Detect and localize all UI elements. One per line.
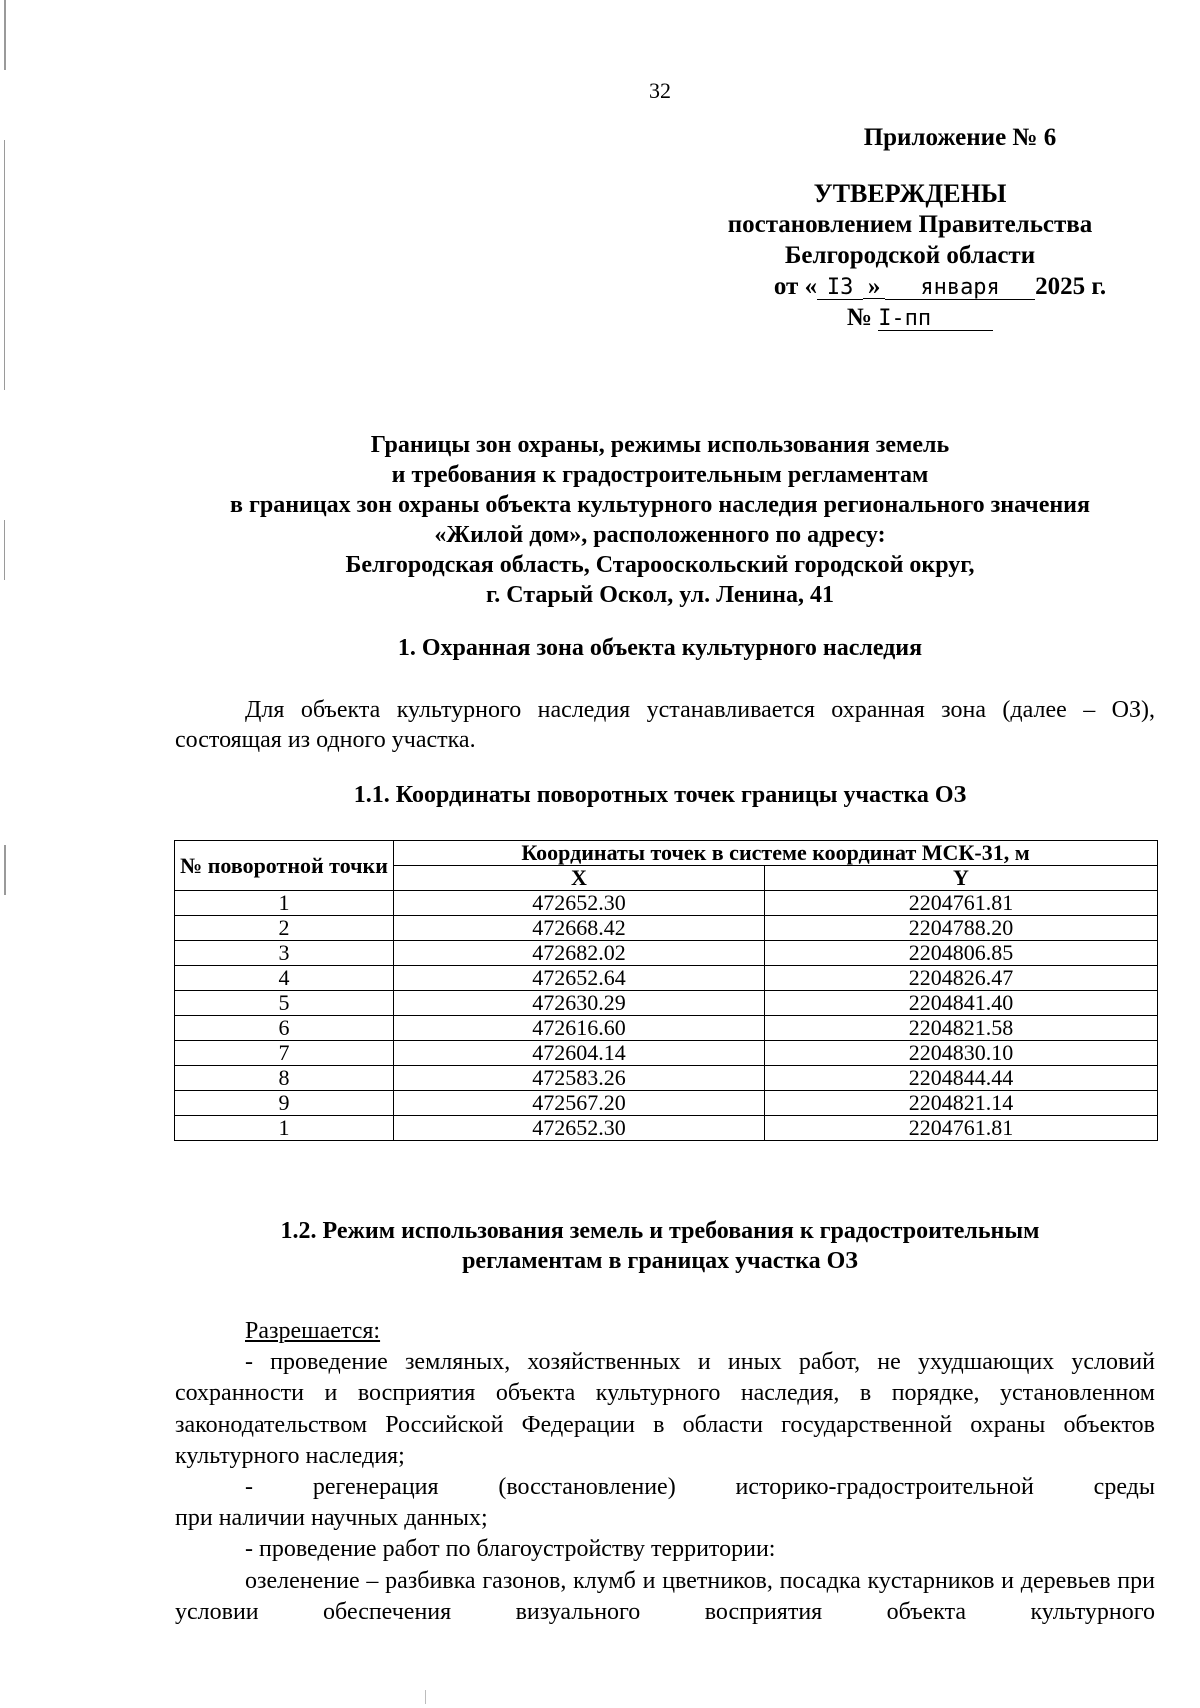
date-prefix: от « <box>773 273 818 300</box>
handwritten-month: января <box>885 277 1035 300</box>
section-1-2-body <box>175 1316 1155 1628</box>
coord-y: 2204841.40 <box>765 991 1158 1016</box>
section-1-heading: 1. Охранная зона объекта культурного наследия <box>397 635 923 661</box>
allowed-label: Разрешается: <box>245 1318 381 1344</box>
coord-y: 2204821.14 <box>765 1091 1158 1116</box>
annex-label: Приложение № 6 <box>863 124 1057 151</box>
table-row <box>175 1091 1158 1116</box>
handwritten-day: I3 <box>817 277 863 300</box>
allowed-item-2-line-2: при наличии научных данных; <box>175 1505 488 1532</box>
coord-x: 472630.29 <box>394 991 765 1016</box>
title-line-5: Белгородская область, Старооскольский городской округ, <box>345 552 975 578</box>
coord-y: 2204830.10 <box>765 1041 1158 1066</box>
document-title <box>160 430 1160 610</box>
table-row <box>175 1016 1158 1041</box>
coord-y: 2204788.20 <box>765 916 1158 941</box>
allowed-label-line <box>175 1316 1155 1347</box>
point-number: 4 <box>175 966 394 991</box>
title-line-6: г. Старый Оскол, ул. Ленина, 41 <box>486 582 834 608</box>
coord-y: 2204761.81 <box>765 1116 1158 1141</box>
handwritten-number: I-пп <box>878 308 993 331</box>
coord-x: 472668.42 <box>394 916 765 941</box>
point-number: 2 <box>175 916 394 941</box>
coord-x: 472652.30 <box>394 1116 765 1141</box>
section-1-2-heading-line-1: 1.2. Режим использования земель и требования к градостроительным <box>280 1218 1040 1244</box>
title-line-1: Границы зон охраны, режимы использования земель <box>370 432 950 458</box>
coord-x: 472567.20 <box>394 1091 765 1116</box>
title-line-4: «Жилой дом», расположенного по адресу: <box>434 522 886 548</box>
coord-x: 472583.26 <box>394 1066 765 1091</box>
coordinates-table-wrapper <box>174 840 1158 1141</box>
title-line-3: в границах зон охраны объекта культурного наследия регионального значения <box>229 492 1090 518</box>
table-header-y: Y <box>765 866 1158 891</box>
section-1-2-heading <box>160 1216 1160 1276</box>
table-row <box>175 1116 1158 1141</box>
coord-y: 2204826.47 <box>765 966 1158 991</box>
allowed-item-3: - проведение работ по благоустройству территории: <box>245 1536 776 1563</box>
table-header-coordinates: Координаты точек в системе координат МСК-31, м <box>394 841 1158 866</box>
allowed-item-1: - проведение земляных, хозяйственных и иных работ, не ухудшающих условий сохранности и восприятия объекта культурного наследия, в порядке, установленном законодательством Российской Федерации в области государственной охраны объектов культурного наследия; <box>175 1349 1155 1469</box>
table-row <box>175 1066 1158 1091</box>
table-row <box>175 966 1158 991</box>
point-number: 5 <box>175 991 394 1016</box>
point-number: 3 <box>175 941 394 966</box>
coord-y: 2204761.81 <box>765 891 1158 916</box>
table-header-point-number: № поворотной точки <box>175 841 394 891</box>
date-quote-close: » <box>863 276 885 299</box>
scan-edge-mark <box>4 140 5 390</box>
approval-number <box>640 302 1180 333</box>
point-number: 8 <box>175 1066 394 1091</box>
point-number: 6 <box>175 1016 394 1041</box>
allowed-item-2-line-1: - регенерация (восстановление) историко-градостроительной среды <box>245 1474 1155 1501</box>
title-line-2: и требования к градостроительным регламентам <box>391 462 929 488</box>
point-number: 9 <box>175 1091 394 1116</box>
approval-block <box>640 122 1180 333</box>
date-year: 2025 г. <box>1035 273 1107 300</box>
point-number: 7 <box>175 1041 394 1066</box>
table-row <box>175 891 1158 916</box>
table-row <box>175 991 1158 1016</box>
scan-edge-mark <box>4 0 6 70</box>
section-1-text: Для объекта культурного наследия устанавливается охранная зона (далее – ОЗ), состоящая из одного участка. <box>175 697 1155 753</box>
scan-edge-mark <box>4 845 6 895</box>
section-1-1-heading: 1.1. Координаты поворотных точек границы участка ОЗ <box>353 782 967 808</box>
point-number: 1 <box>175 891 394 916</box>
coord-x: 472616.60 <box>394 1016 765 1041</box>
table-row <box>175 916 1158 941</box>
scan-edge-mark <box>4 520 5 580</box>
table-row <box>175 1041 1158 1066</box>
approved-label: УТВЕРЖДЕНЫ <box>813 179 1007 208</box>
approval-date <box>640 271 1180 302</box>
section-1-2-heading-line-2: регламентам в границах участка ОЗ <box>462 1248 858 1274</box>
coordinates-table <box>174 840 1158 1141</box>
scan-speck <box>425 1690 426 1704</box>
coord-y: 2204806.85 <box>765 941 1158 966</box>
allowed-item-4: озеленение – разбивка газонов, клумб и цветников, посадка кустарников и деревьев при условии обеспечения визуального восприятия объекта культурного <box>175 1567 1155 1625</box>
coord-x: 472652.64 <box>394 966 765 991</box>
table-row <box>175 941 1158 966</box>
approval-line-2: Белгородской области <box>784 242 1036 269</box>
coord-x: 472652.30 <box>394 891 765 916</box>
point-number: 1 <box>175 1116 394 1141</box>
table-header-x: X <box>394 866 765 891</box>
coord-y: 2204821.58 <box>765 1016 1158 1041</box>
approval-line-1: постановлением Правительства <box>727 211 1093 238</box>
coord-x: 472604.14 <box>394 1041 765 1066</box>
page-number: 32 <box>649 78 671 103</box>
number-prefix: № <box>846 304 872 331</box>
coord-x: 472682.02 <box>394 941 765 966</box>
coord-y: 2204844.44 <box>765 1066 1158 1091</box>
